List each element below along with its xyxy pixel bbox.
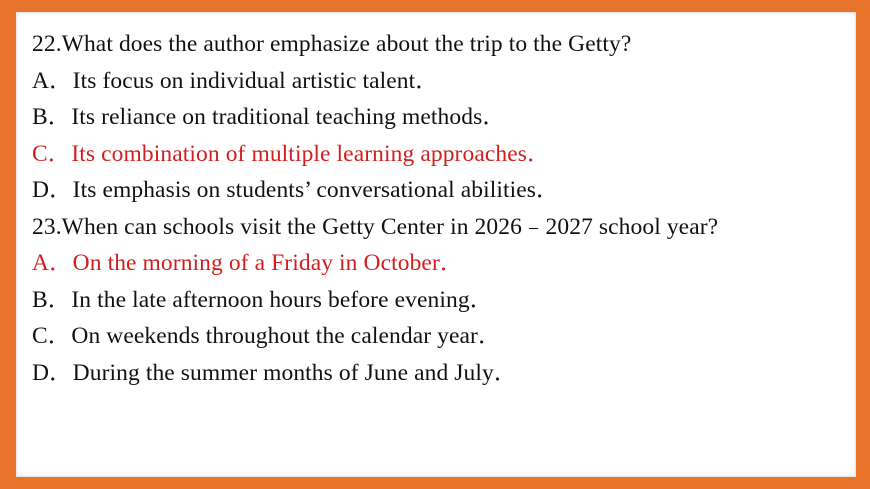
q23-option-c: C．On weekends throughout the calendar year． bbox=[32, 323, 502, 349]
q23-option-a-answer: A．On the morning of a Friday in October． bbox=[32, 250, 464, 276]
q23-option-b: B．In the late afternoon hours before evening． bbox=[32, 286, 494, 313]
question-list bbox=[32, 26, 842, 391]
q22-option-b: B．Its reliance on traditional teaching methods． bbox=[32, 104, 506, 130]
q22-option-c-answer: C．Its combination of multiple learning approaches． bbox=[32, 140, 551, 167]
q22-option-a: A．Its focus on individual artistic talent． bbox=[32, 67, 439, 94]
question-22: 22.What does the author emphasize about the trip to the Getty? bbox=[32, 31, 632, 57]
q23-option-d: D．During the summer months of June and July． bbox=[32, 359, 518, 386]
q22-option-d: D．Its emphasis on students’ conversational abilities． bbox=[32, 177, 560, 203]
question-23: 23.When can schools visit the Getty Center in 2026﹣2027 school year? bbox=[32, 213, 719, 240]
